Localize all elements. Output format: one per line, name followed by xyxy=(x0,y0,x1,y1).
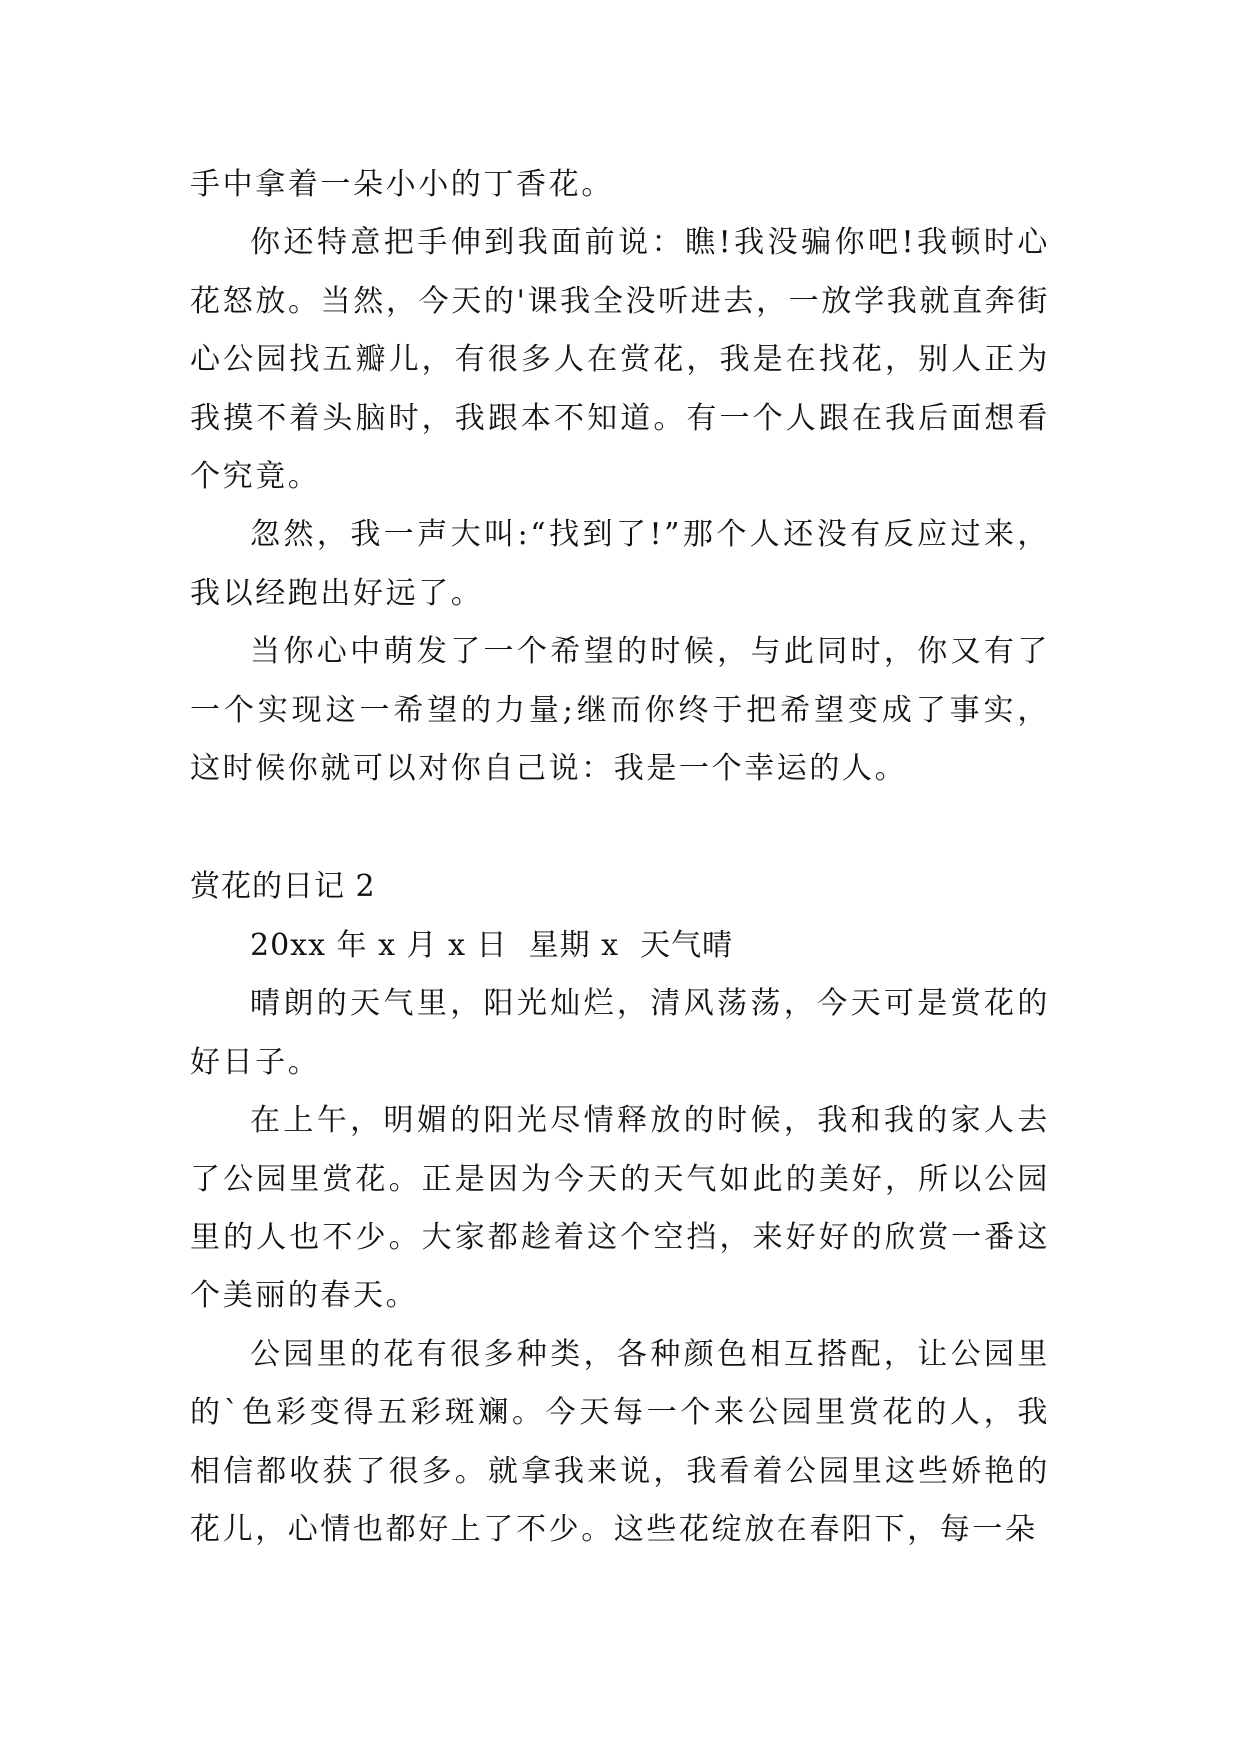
date-line: 20xx 年 x 月 x 日 星期 x 天气晴 xyxy=(250,927,734,963)
paragraph: 晴朗的天气里，阳光灿烂，清风荡荡，今天可是赏花的好日子。 xyxy=(190,986,1050,1080)
paragraph: 你还特意把手伸到我面前说：瞧!我没骗你吧!我顿时心花怒放。当然，今天的'课我全没听进去，一放学我就直奔街心公园找五瓣儿，有很多人在赏花，我是在找花，别人正为我摸不着头脑时，我跟本不知道。有一个人跟在我后面想看个究竟。 xyxy=(190,225,1050,495)
section-gap xyxy=(190,798,1050,858)
paragraph: 公园里的花有很多种类，各种颜色相互搭配，让公园里的`色彩变得五彩斑斓。今天每一个来公园里赏花的人，我相信都收获了很多。就拿我来说，我看着公园里这些娇艳的花儿，心情也都好上了不少。这些花绽放在春阳下，每一朵 xyxy=(190,1336,1050,1547)
section-title: 赏花的日记 2 xyxy=(190,869,376,905)
paragraph: 当你心中萌发了一个希望的时候，与此同时，你又有了一个实现这一希望的力量;继而你终于把希望变成了事实，这时候你就可以对你自己说：我是一个幸运的人。 xyxy=(190,634,1050,787)
paragraph: 忽然，我一声大叫:“找到了!”那个人还没有反应过来，我以经跑出好远了。 xyxy=(190,517,1050,611)
paragraph: 在上午，明媚的阳光尽情释放的时候，我和我的家人去了公园里赏花。正是因为今天的天气如此的美好，所以公园里的人也不少。大家都趁着这个空挡，来好好的欣赏一番这个美丽的春天。 xyxy=(190,1103,1050,1314)
paragraph-continuation: 手中拿着一朵小小的丁香花。 xyxy=(190,167,614,202)
document-body xyxy=(190,156,1050,1559)
